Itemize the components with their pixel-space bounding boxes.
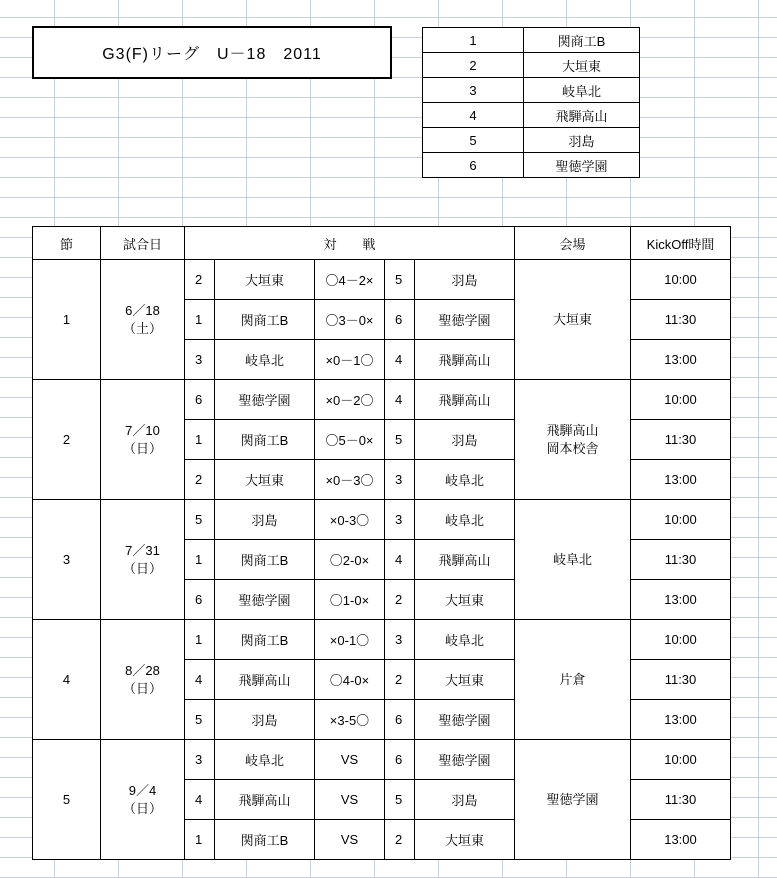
home-team: 関商工B	[215, 420, 315, 460]
away-team-number: 4	[385, 340, 415, 380]
round-number: 3	[33, 500, 101, 620]
team-row	[423, 153, 640, 178]
home-team-number: 2	[185, 260, 215, 300]
round-number: 1	[33, 260, 101, 380]
away-team: 大垣東	[415, 580, 515, 620]
home-team-number: 3	[185, 740, 215, 780]
away-team: 羽島	[415, 420, 515, 460]
away-team: 羽島	[415, 780, 515, 820]
home-team-number: 6	[185, 580, 215, 620]
team-number: 2	[423, 53, 524, 78]
table-row	[33, 260, 731, 300]
venue-line: 片倉	[559, 671, 586, 687]
score: ×0－1〇	[315, 340, 385, 380]
header-match: 対 戦	[185, 227, 515, 260]
home-team-number: 1	[185, 620, 215, 660]
weekday-text: （日）	[122, 560, 162, 576]
away-team: 飛騨高山	[415, 340, 515, 380]
venue	[515, 740, 631, 860]
round-number: 4	[33, 620, 101, 740]
away-team-number: 4	[385, 380, 415, 420]
home-team: 関商工B	[215, 620, 315, 660]
weekday-text: （日）	[122, 440, 162, 456]
away-team: 羽島	[415, 260, 515, 300]
home-team: 関商工B	[215, 820, 315, 860]
home-team-number: 1	[185, 820, 215, 860]
kickoff-time: 13:00	[631, 580, 731, 620]
home-team: 聖徳学園	[215, 580, 315, 620]
schedule-table	[32, 226, 731, 860]
team-row	[423, 78, 640, 103]
away-team: 聖徳学園	[415, 740, 515, 780]
round-number: 5	[33, 740, 101, 860]
home-team: 羽島	[215, 700, 315, 740]
team-name: 羽島	[524, 128, 640, 153]
team-number: 3	[423, 78, 524, 103]
away-team: 大垣東	[415, 660, 515, 700]
away-team-number: 2	[385, 820, 415, 860]
away-team-number: 6	[385, 700, 415, 740]
score: 〇2-0×	[315, 540, 385, 580]
team-name: 聖徳学園	[524, 153, 640, 178]
team-row	[423, 28, 640, 53]
schedule-header-row	[33, 227, 731, 260]
score: ×0－3〇	[315, 460, 385, 500]
kickoff-time: 10:00	[631, 500, 731, 540]
kickoff-time: 10:00	[631, 380, 731, 420]
home-team: 大垣東	[215, 260, 315, 300]
home-team-number: 4	[185, 780, 215, 820]
team-number: 4	[423, 103, 524, 128]
kickoff-time: 13:00	[631, 460, 731, 500]
kickoff-time: 13:00	[631, 700, 731, 740]
score: 〇4-0×	[315, 660, 385, 700]
date-text: 8／28	[125, 662, 160, 678]
venue-line: 岡本校舎	[546, 440, 599, 456]
kickoff-time: 13:00	[631, 340, 731, 380]
team-name: 岐阜北	[524, 78, 640, 103]
away-team: 岐阜北	[415, 620, 515, 660]
venue	[515, 620, 631, 740]
away-team: 岐阜北	[415, 460, 515, 500]
kickoff-time: 11:30	[631, 780, 731, 820]
team-number: 6	[423, 153, 524, 178]
away-team-number: 5	[385, 780, 415, 820]
home-team: 岐阜北	[215, 340, 315, 380]
away-team: 聖徳学園	[415, 300, 515, 340]
home-team: 関商工B	[215, 300, 315, 340]
kickoff-time: 11:30	[631, 300, 731, 340]
date-text: 9／4	[128, 782, 157, 798]
venue-line: 飛騨高山	[546, 422, 599, 438]
match-date	[101, 500, 185, 620]
away-team: 岐阜北	[415, 500, 515, 540]
kickoff-time: 13:00	[631, 820, 731, 860]
header-round: 節	[33, 227, 101, 260]
away-team: 大垣東	[415, 820, 515, 860]
home-team-number: 6	[185, 380, 215, 420]
away-team: 飛騨高山	[415, 380, 515, 420]
kickoff-time: 10:00	[631, 740, 731, 780]
weekday-text: （土）	[122, 320, 162, 336]
away-team: 聖徳学園	[415, 700, 515, 740]
home-team-number: 2	[185, 460, 215, 500]
venue-line: 大垣東	[552, 311, 592, 327]
kickoff-time: 11:30	[631, 540, 731, 580]
kickoff-time: 11:30	[631, 660, 731, 700]
score: 〇4－2×	[315, 260, 385, 300]
venue-line: 聖徳学園	[546, 791, 599, 807]
home-team: 関商工B	[215, 540, 315, 580]
venue-line: 岐阜北	[552, 551, 592, 567]
home-team: 飛騨高山	[215, 780, 315, 820]
table-row	[33, 740, 731, 780]
team-name: 関商工B	[524, 28, 640, 53]
weekday-text: （日）	[122, 680, 162, 696]
match-date	[101, 260, 185, 380]
header-date: 試合日	[101, 227, 185, 260]
away-team-number: 6	[385, 740, 415, 780]
venue	[515, 380, 631, 500]
weekday-text: （日）	[122, 800, 162, 816]
home-team-number: 1	[185, 300, 215, 340]
kickoff-time: 10:00	[631, 260, 731, 300]
header-kickoff: KickOff時間	[631, 227, 731, 260]
team-name: 大垣東	[524, 53, 640, 78]
team-name: 飛騨高山	[524, 103, 640, 128]
score: VS	[315, 820, 385, 860]
kickoff-time: 10:00	[631, 620, 731, 660]
match-date	[101, 620, 185, 740]
match-date	[101, 380, 185, 500]
home-team: 飛騨高山	[215, 660, 315, 700]
away-team-number: 5	[385, 260, 415, 300]
venue	[515, 500, 631, 620]
score: VS	[315, 780, 385, 820]
home-team-number: 1	[185, 420, 215, 460]
date-text: 6／18	[125, 302, 160, 318]
away-team-number: 3	[385, 460, 415, 500]
score: ×0－2〇	[315, 380, 385, 420]
team-row	[423, 128, 640, 153]
home-team-number: 1	[185, 540, 215, 580]
table-row	[33, 500, 731, 540]
home-team-number: 5	[185, 700, 215, 740]
home-team: 聖徳学園	[215, 380, 315, 420]
team-list-table	[422, 27, 640, 178]
team-row	[423, 53, 640, 78]
away-team: 飛騨高山	[415, 540, 515, 580]
away-team-number: 3	[385, 620, 415, 660]
home-team-number: 4	[185, 660, 215, 700]
away-team-number: 5	[385, 420, 415, 460]
table-row	[33, 620, 731, 660]
away-team-number: 2	[385, 580, 415, 620]
header-venue: 会場	[515, 227, 631, 260]
score: 〇1-0×	[315, 580, 385, 620]
home-team-number: 3	[185, 340, 215, 380]
date-text: 7／31	[125, 542, 160, 558]
away-team-number: 3	[385, 500, 415, 540]
team-number: 1	[423, 28, 524, 53]
match-date	[101, 740, 185, 860]
score: 〇5－0×	[315, 420, 385, 460]
away-team-number: 2	[385, 660, 415, 700]
venue	[515, 260, 631, 380]
away-team-number: 6	[385, 300, 415, 340]
score: ×0-1〇	[315, 620, 385, 660]
kickoff-time: 11:30	[631, 420, 731, 460]
date-text: 7／10	[125, 422, 160, 438]
home-team: 大垣東	[215, 460, 315, 500]
table-row	[33, 380, 731, 420]
score: ×3-5〇	[315, 700, 385, 740]
team-number: 5	[423, 128, 524, 153]
home-team: 羽島	[215, 500, 315, 540]
league-title: G3(F)リーグ U－18 2011	[32, 26, 392, 79]
home-team: 岐阜北	[215, 740, 315, 780]
score: 〇3－0×	[315, 300, 385, 340]
score: VS	[315, 740, 385, 780]
score: ×0-3〇	[315, 500, 385, 540]
team-row	[423, 103, 640, 128]
away-team-number: 4	[385, 540, 415, 580]
home-team-number: 5	[185, 500, 215, 540]
round-number: 2	[33, 380, 101, 500]
